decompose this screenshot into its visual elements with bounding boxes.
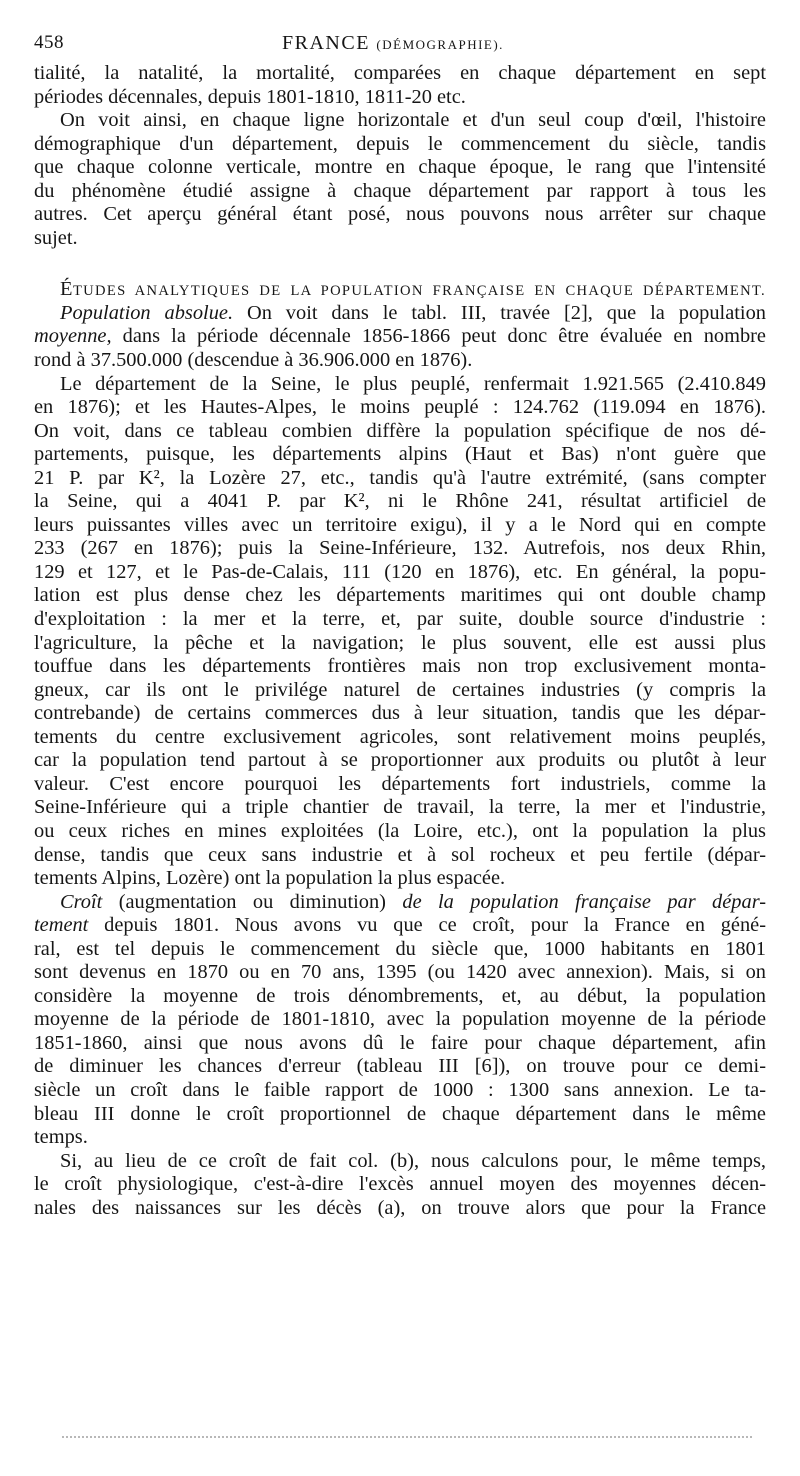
running-title <box>282 32 504 55</box>
text-line: démographique d'un département, depuis le commencement du siècle, tandis <box>34 132 766 155</box>
text-line: ou ceux riches en mines exploitées (la Loire, etc.), ont la population la plus <box>34 819 766 842</box>
running-title-main: FRANCE <box>282 32 370 54</box>
text-line: contrebande) de certains commerces dus à leur situation, tandis que les dépar- <box>34 702 766 725</box>
italic-phrase: tement <box>34 914 89 937</box>
italic-term: Croît <box>60 890 103 913</box>
text-line: touffue dans les départements frontières mais non trop exclusivement monta- <box>34 655 766 678</box>
page-number: 458 <box>34 32 64 53</box>
paragraph-croit <box>34 891 766 1150</box>
text-line: 129 et 127, et le Pas-de-Calais, 111 (120 en 1876), etc. En général, la popu- <box>34 560 766 583</box>
text-line: moyenne de la période de 1801-1810, avec la population moyenne de la période <box>34 1008 766 1031</box>
text-line: moyenne, dans la période décennale 1856-1866 peut donc être évaluée en nombre <box>34 325 766 348</box>
text-line: Population absolue. On voit dans le tabl. III, travée [2], que la population <box>60 301 766 324</box>
text-line: On voit, dans ce tableau combien diffère la population spécifique de nos dé- <box>34 419 766 442</box>
text-line: Seine-Inférieure qui a triple chantier de travail, la terre, la mer et l'industrie, <box>34 796 766 819</box>
bottom-bleedthrough-line <box>62 1436 752 1438</box>
text-line: siècle un croît dans le faible rapport de 1000 : 1300 sans annexion. Le ta- <box>34 1078 766 1101</box>
paragraph-croit-physiologique <box>34 1150 766 1221</box>
text-line: considère la moyenne de trois dénombrements, et, au début, la population <box>34 984 766 1007</box>
text-line: l'agriculture, la pêche et la navigation; le plus souvent, elle est aussi plus <box>34 631 766 654</box>
text-line: périodes décennales, depuis 1801-1810, 1811-20 etc. <box>34 85 466 108</box>
text-line: Si, au lieu de ce croît de fait col. (b), nous calculons pour, le même temps, <box>60 1149 766 1172</box>
paragraph-overview <box>34 109 766 250</box>
text-line: lation est plus dense chez les départements maritimes qui ont double champ <box>34 584 766 607</box>
italic-phrase: de la population française par dépar- <box>402 890 766 913</box>
text-line: du phénomène étudié assigne à chaque département par rapport à tous les <box>34 179 766 202</box>
text-line: On voit ainsi, en chaque ligne horizontale et d'un seul coup d'œil, l'histoire <box>60 109 766 132</box>
text-line: partements, puisque, les départements alpins (Haut et Bas) n'ont guère que <box>34 443 766 466</box>
text-line: autres. Cet aperçu général étant posé, nous pouvons nous arrêter sur chaque <box>34 203 766 226</box>
text-line: tements Alpins, Lozère) ont la population la plus espacée. <box>34 867 506 890</box>
text-line: gneux, car ils ont le privilége naturel de certaines industries (y compris la <box>34 678 766 701</box>
text-line: 1851-1860, ainsi que nous avons dû le faire pour chaque département, afin <box>34 1031 766 1054</box>
text-line: 21 P. par K², la Lozère 27, etc., tandis qu'à l'autre extrémité, (sans compter <box>34 466 766 489</box>
page-body <box>34 28 766 1220</box>
italic-term: moyenne, <box>34 325 112 348</box>
text-line: car la population tend partout à se proportionner aux produits ou plutôt à leur <box>34 749 766 772</box>
text-line: leurs puissantes villes avec un territoire exigu), il y a le Nord qui en compte <box>34 513 766 536</box>
section-heading-initial: É <box>60 278 73 301</box>
text-line: la Seine, qui a 4041 P. par K², ni le Rhône 241, résultat artificiel de <box>34 490 766 513</box>
text-line: Croît (augmentation ou diminution) de la population française par dépar- <box>60 890 766 913</box>
text-line: sont devenus en 1870 ou en 70 ans, 1395 (ou 1420 avec annexion). Mais, si on <box>34 961 766 984</box>
text-line: tialité, la natalité, la mortalité, comparées en chaque département en sept <box>34 62 766 84</box>
text-line: d'exploitation : la mer et la terre, et, par suite, double source d'industrie : <box>34 608 766 631</box>
text-line: tement depuis 1801. Nous avons vu que ce croît, pour la France en géné- <box>34 914 766 937</box>
text-line: en 1876); et les Hautes-Alpes, le moins peuplé : 124.762 (119.094 en 1876). <box>34 396 766 419</box>
text-line: ral, est tel depuis le commencement du siècle que, 1000 habitants en 1801 <box>34 937 766 960</box>
section-heading-text: TUDES ANALYTIQUES DE LA POPULATION FRANÇAISE EN CHAQUE DÉPARTEMENT. <box>72 283 766 300</box>
text-line: le croît physiologique, c'est-à-dire l'excès annuel moyen des moyennes décen- <box>34 1173 766 1196</box>
text-line: tements du centre exclusivement agricoles, sont relativement moins peuplés, <box>34 725 766 748</box>
paragraph-intro-end <box>34 62 766 109</box>
section-heading <box>34 278 766 302</box>
running-title-sub: (DÉMOGRAPHIE). <box>376 37 504 52</box>
text-line: 233 (267 en 1876); puis la Seine-Inférieure, 132. Autrefois, nos deux Rhin, <box>34 537 766 560</box>
running-head <box>34 28 766 62</box>
text-line: rond à 37.500.000 (descendue à 36.906.000 en 1876). <box>34 349 473 372</box>
section-gap <box>34 250 766 278</box>
paragraph-seine <box>34 373 766 891</box>
text-line: bleau III donne le croît proportionnel de chaque département dans le même <box>34 1102 766 1125</box>
paragraph-population-absolue <box>34 302 766 373</box>
text-line: temps. <box>34 1126 88 1149</box>
text-line: que chaque colonne verticale, montre en chaque époque, le rang que l'intensité <box>34 156 766 179</box>
text-line: nales des naissances sur les décès (a), on trouve alors que pour la France <box>34 1196 766 1219</box>
text-line: Le département de la Seine, le plus peuplé, renfermait 1.921.565 (2.410.849 <box>60 372 766 395</box>
text-line: valeur. C'est encore pourquoi les départements fort industriels, comme la <box>34 772 766 795</box>
text-line: sujet. <box>34 226 78 249</box>
text-line: dense, tandis que ceux sans industrie et à sol rocheux et peu fertile (dépar- <box>34 843 766 866</box>
italic-term: Population absolue. <box>60 301 234 324</box>
text-line: de diminuer les chances d'erreur (tableau III [6]), on trouve pour ce demi- <box>34 1055 766 1078</box>
